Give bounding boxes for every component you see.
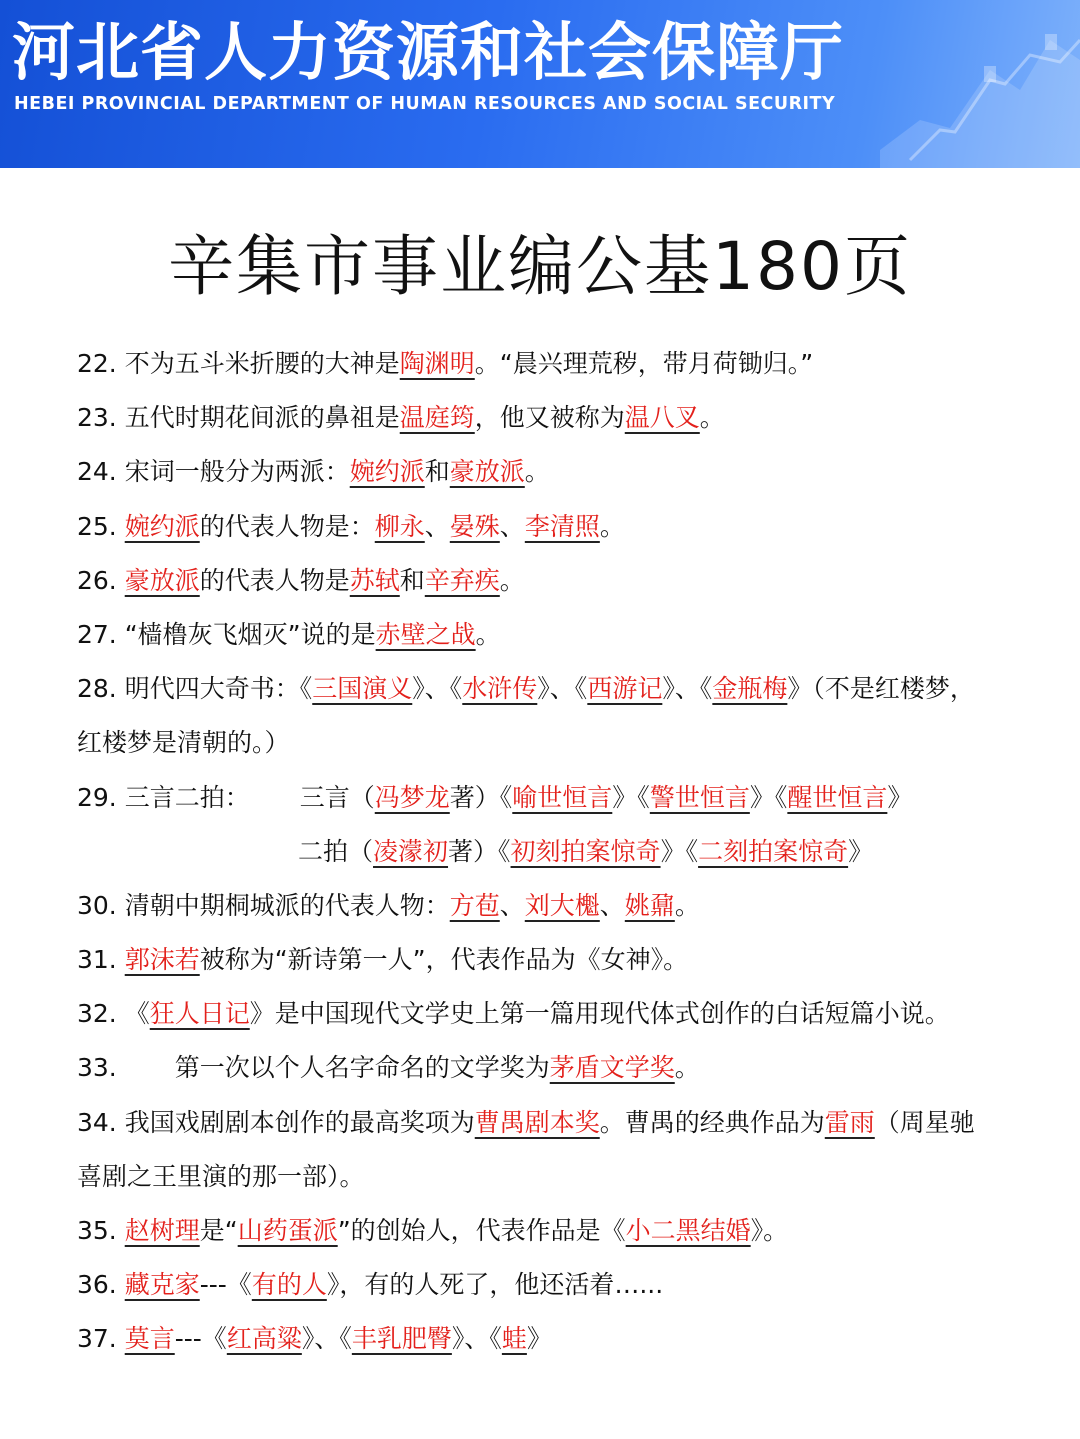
text-segment: 》、《: [451, 1324, 502, 1354]
list-item: [77, 879, 1057, 933]
answer: 豪放派: [449, 457, 525, 487]
text-segment: 、: [424, 511, 450, 541]
text-segment: 》《: [749, 782, 788, 812]
list-item: [77, 391, 1057, 445]
item-number: 25.: [77, 511, 117, 541]
text-segment: 》: [887, 782, 913, 812]
page-title: 辛集市事业编公基180页: [168, 228, 912, 305]
text-segment: 、: [499, 511, 525, 541]
answer: 初刻拍案惊奇: [510, 836, 661, 866]
text-segment: “樯橹灰飞烟灭”说的是: [124, 619, 376, 649]
item-number: 23.: [77, 403, 117, 433]
item-number: 35.: [77, 1216, 117, 1245]
list-item: [77, 1204, 1057, 1258]
text-segment: 五代时期花间派的鼻祖是: [124, 403, 400, 433]
answer: 曹禺剧本奖: [474, 1107, 600, 1137]
header-banner: [0, 0, 1080, 168]
great-wall-icon: [880, 0, 1080, 168]
answer: 晏殊: [449, 511, 500, 541]
answer: 红高粱: [226, 1324, 302, 1354]
item-number: 37.: [77, 1324, 117, 1354]
answer: 喻世恒言: [512, 782, 613, 812]
text-segment: 》，有的人死了，他还活着…...: [326, 1270, 664, 1300]
list-item: [77, 445, 1057, 499]
text-segment: 》、《: [537, 674, 588, 704]
item-number: 31.: [77, 945, 117, 975]
text-segment: 。: [499, 565, 525, 595]
answer: 三国演义: [312, 674, 413, 704]
answer: 西游记: [587, 674, 663, 704]
text-segment: 我国戏剧剧本创作的最高奖项为: [124, 1107, 475, 1137]
text-segment: 三言（: [299, 782, 375, 812]
text-segment: 。: [674, 890, 700, 920]
text-segment: 和: [424, 457, 450, 487]
text-segment: 》（不是红楼梦，: [787, 674, 975, 704]
text-segment: 。曹禺的经典作品为: [599, 1107, 825, 1137]
text-segment: 的代表人物是：: [199, 511, 375, 541]
answer: 蛙: [501, 1324, 527, 1354]
answer: 莫言: [124, 1324, 175, 1354]
text-segment: 、: [599, 890, 625, 920]
answer: 雷雨: [824, 1107, 875, 1137]
text-segment: 》: [526, 1324, 552, 1354]
text-segment: 是“: [199, 1216, 238, 1245]
list-item: [77, 933, 1057, 987]
text-segment: 。: [524, 457, 550, 487]
text-segment: 》、《: [301, 1324, 352, 1354]
text-segment: 二拍（: [298, 836, 374, 866]
text-segment: 三言二拍：: [124, 782, 250, 812]
answer: 丰乳肥臀: [351, 1324, 452, 1354]
answer: 柳永: [374, 511, 425, 541]
text-segment: 清朝中期桐城派的代表人物：: [124, 890, 450, 920]
list-item: [77, 1096, 1057, 1150]
text-segment: 喜剧之王里演的那一部）。: [77, 1161, 365, 1191]
list-item-continued: [77, 825, 1057, 879]
text-segment: 著）《: [449, 782, 513, 812]
list-item: [77, 500, 1057, 554]
answer: 茅盾文学奖: [549, 1053, 675, 1083]
answer: 豪放派: [124, 565, 200, 595]
text-segment: 》: [848, 836, 874, 866]
answer: 赵树理: [124, 1216, 200, 1245]
answer: 醒世恒言: [787, 782, 888, 812]
answer: 陶渊明: [399, 349, 475, 378]
item-number: 29.: [77, 782, 117, 812]
list-item-continued: [77, 1150, 1057, 1204]
list-item: [77, 662, 1057, 716]
answer: 辛弃疾: [424, 565, 500, 595]
item-number: 30.: [77, 890, 117, 920]
item-number: 22.: [77, 349, 117, 378]
answer: 刘大櫆: [524, 890, 600, 920]
text-segment: 第一次以个人名字命名的文学奖为: [174, 1053, 550, 1083]
text-segment: ”的创始人，代表作品是《: [337, 1216, 626, 1245]
text-segment: 和: [399, 565, 425, 595]
text-segment: ---《: [199, 1270, 252, 1300]
list-item: [77, 337, 1057, 391]
answer: 凌濛初: [373, 836, 449, 866]
list-item: [77, 771, 1057, 825]
list-item: [77, 987, 1057, 1041]
text-segment: 》。: [750, 1216, 789, 1245]
department-title: 河北省人力资源和社会保障厅: [12, 16, 844, 89]
text-segment: 《: [124, 999, 150, 1029]
answer: 温庭筠: [399, 403, 475, 433]
answer: 水浒传: [462, 674, 538, 704]
text-segment: 宋词一般分为两派：: [124, 457, 350, 487]
item-number: 32.: [77, 999, 117, 1029]
text-segment: 著）《: [448, 836, 511, 866]
answer: 藏克家: [124, 1270, 200, 1300]
text-segment: 的代表人物是: [199, 565, 350, 595]
text-segment: 《: [299, 674, 313, 704]
answer: 苏轼: [349, 565, 400, 595]
item-number: 34.: [77, 1107, 117, 1137]
answer: 金瓶梅: [712, 674, 788, 704]
text-segment: 被称为“新诗第一人”，代表作品为《女神》。: [199, 945, 689, 975]
list-item: [77, 554, 1057, 608]
text-segment: 》《: [612, 782, 650, 812]
department-subtitle: HEBEI PROVINCIAL DEPARTMENT OF HUMAN RESOURCES AND SOCIAL SECURITY: [14, 94, 836, 114]
answer: 温八叉: [624, 403, 700, 433]
text-segment: 》是中国现代文学史上第一篇用现代体式创作的白话短篇小说。: [249, 999, 950, 1029]
answer: 小二黑结婚: [625, 1216, 751, 1245]
answer: 有的人: [251, 1270, 327, 1300]
list-item: [77, 1258, 1057, 1312]
list-item: [77, 1312, 1057, 1366]
text-segment: （周星驰: [874, 1107, 975, 1137]
text-segment: 》、《: [662, 674, 713, 704]
list-item-continued: [77, 716, 1057, 770]
answer: 二刻拍案惊奇: [698, 836, 849, 866]
text-segment: 。: [475, 619, 501, 649]
answer: 狂人日记: [149, 999, 250, 1029]
item-number: 33.: [77, 1053, 117, 1083]
text-segment: ---《: [174, 1324, 227, 1354]
answer: 婉约派: [124, 511, 200, 541]
text-segment: 明代四大奇书：: [124, 674, 300, 704]
answer: 冯梦龙: [374, 782, 450, 812]
question-list: [77, 337, 1057, 1367]
item-number: 27.: [77, 619, 117, 649]
answer: 婉约派: [349, 457, 425, 487]
answer: 郭沫若: [124, 945, 200, 975]
item-number: 36.: [77, 1270, 117, 1300]
answer: 山药蛋派: [237, 1216, 338, 1245]
list-item: [77, 1041, 1057, 1095]
item-number: 28.: [77, 674, 117, 704]
text-segment: 、: [499, 890, 525, 920]
text-segment: ，他又被称为: [474, 403, 625, 433]
text-segment: 》《: [660, 836, 699, 866]
text-segment: 不为五斗米折腰的大神是: [124, 349, 400, 378]
answer: 方苞: [449, 890, 500, 920]
text-segment: 。: [674, 1053, 700, 1083]
text-segment: 。“晨兴理荒秽，带月荷锄归。”: [474, 349, 814, 378]
list-item: [77, 608, 1057, 662]
answer: 姚鼐: [624, 890, 675, 920]
item-number: 24.: [77, 457, 117, 487]
item-number: 26.: [77, 565, 117, 595]
text-segment: 。: [699, 403, 725, 433]
text-segment: 红楼梦是清朝的。）: [77, 728, 290, 758]
text-segment: 》、《: [412, 674, 463, 704]
answer: 赤壁之战: [375, 619, 476, 649]
answer: 李清照: [524, 511, 600, 541]
answer: 警世恒言: [649, 782, 750, 812]
text-segment: 。: [599, 511, 625, 541]
